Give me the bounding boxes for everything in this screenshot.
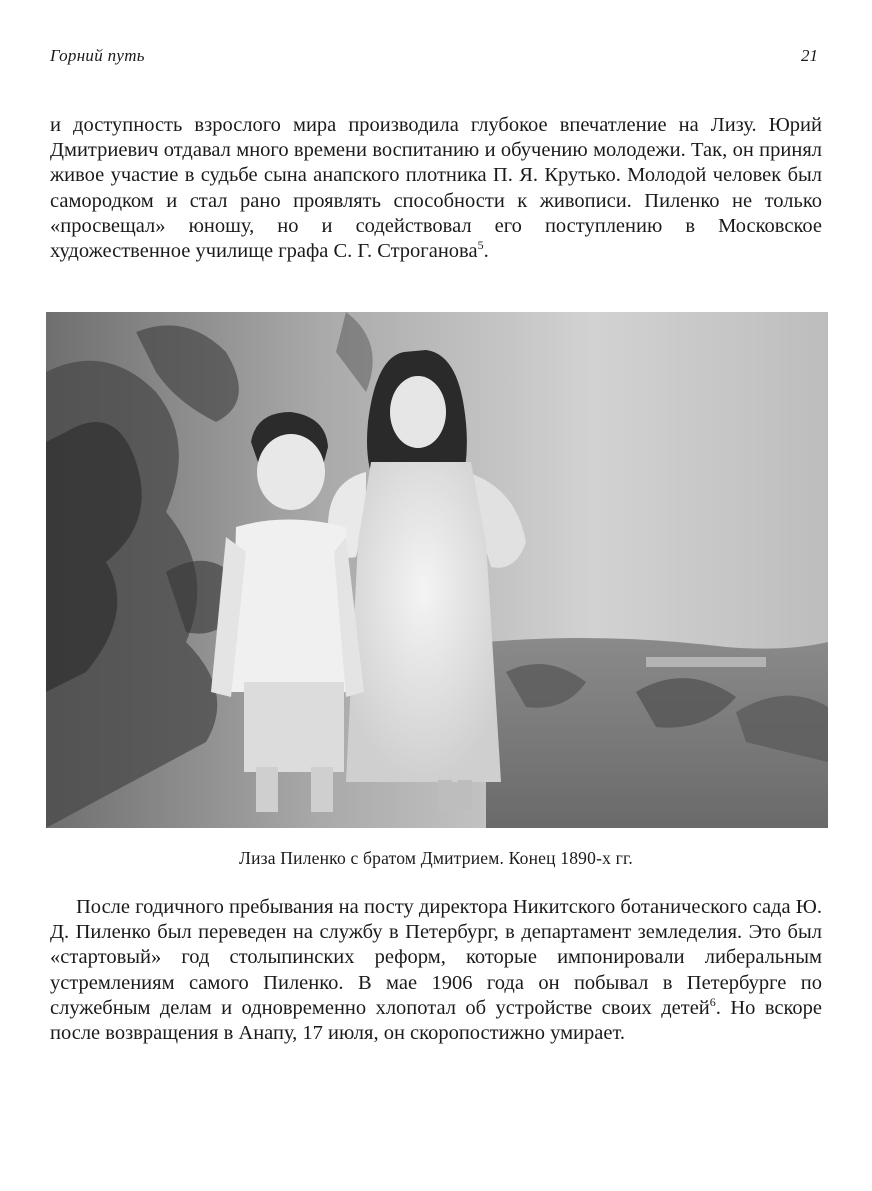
footnote-ref-6: 6: [709, 994, 716, 1009]
paragraph-top-tail: .: [483, 240, 489, 263]
photo-caption: Лиза Пиленко с братом Дмитрием. Конец 1890-х гг.: [239, 848, 633, 868]
photograph-children: [46, 312, 828, 828]
paragraph-bottom-tail: . Но вскоре после возвращения в Анапу, 17 июля, он скоропостижно умирает.: [50, 996, 822, 1045]
page-number: 21: [801, 46, 818, 65]
running-title: Горний путь: [50, 46, 145, 65]
footnote-ref-5: 5: [477, 238, 484, 253]
paragraph-top-text: и доступность взрослого мира производила глубокое впечатление на Лизу. Юрий Дмитриевич отдавал много времени воспитанию и обучению молодежи. Так, он принял живое участие в судьбе сына анапского плотника П. Я. Крутько. Молодой человек был самородком и стал рано проявлять способности к живописи. Пиленко не только «просвещал» юношу, но и содействовал его поступлению в Московское художественное училище графа С. Г. Строганова: [50, 114, 822, 263]
paragraph-bottom: [50, 895, 822, 1046]
paragraph-top: [50, 113, 822, 264]
paragraph-bottom-text: После годичного пребывания на посту директора Никитского ботанического сада Ю. Д. Пиленко был переведен на службу в Петербург, в департамент земледелия. Это был «стартовый» год столыпинских реформ, которые импонировали либеральным устремлениям самого Пиленко. В мае 1906 года он побывал в Петербурге по служебным делам и одновременно хлопотал об устройстве своих детей: [50, 896, 822, 1019]
